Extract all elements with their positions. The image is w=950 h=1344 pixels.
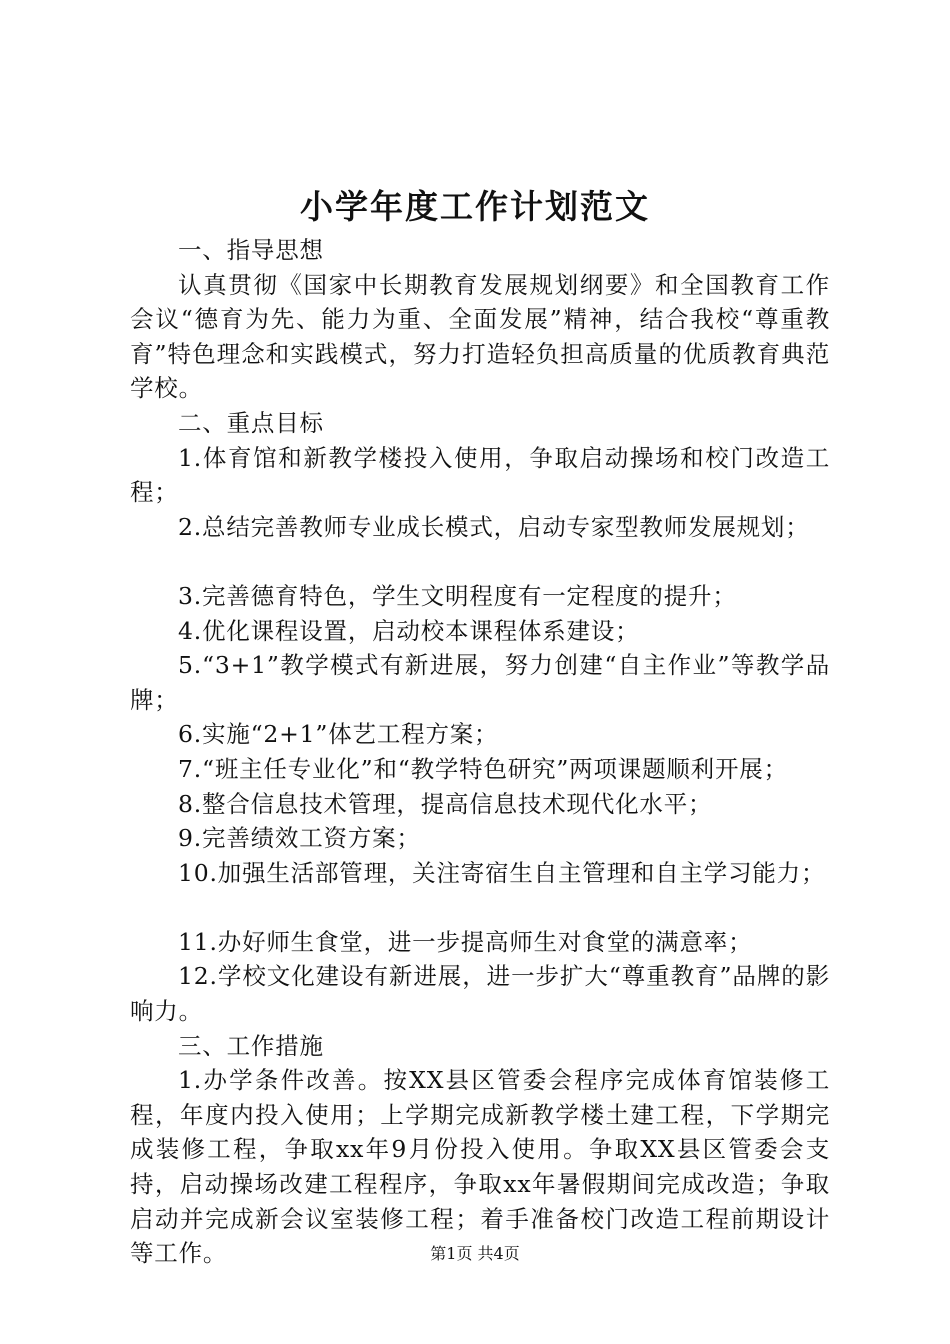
goal-item-11: 11.办好师生食堂，进一步提高师生对食堂的满意率； bbox=[178, 927, 753, 956]
goal-item-5: 5.“3+1”教学模式有新进展，努力创建“自主作业”等教学品牌； bbox=[130, 651, 830, 714]
page-number-footer: 第1页 共4页 bbox=[430, 1244, 520, 1263]
section-heading-3: 三、工作措施 bbox=[178, 1031, 324, 1060]
goal-item-9: 9.完善绩效工资方案； bbox=[178, 824, 421, 853]
blank-line bbox=[130, 890, 830, 925]
blank-line bbox=[130, 544, 830, 579]
goal-item-3: 3.完善德育特色，学生文明程度有一定程度的提升； bbox=[178, 581, 737, 610]
goal-item-4: 4.优化课程设置，启动校本课程体系建设； bbox=[178, 616, 640, 645]
paragraph-guiding-thought: 认真贯彻《国家中长期教育发展规划纲要》和全国教育工作会议“德育为先、能力为重、全面发展”精神，结合我校“尊重教育”特色理念和实践模式，努力打造轻负担高质量的优质教育典范学校。 bbox=[130, 270, 830, 403]
goal-item-8: 8.整合信息技术管理，提高信息技术现代化水平； bbox=[178, 789, 713, 818]
goal-item-1: 1.体育馆和新教学楼投入使用，争取启动操场和校门改造工程； bbox=[130, 443, 830, 507]
section-heading-1: 一、指导思想 bbox=[178, 236, 324, 264]
document-title: 小学年度工作计划范文 bbox=[300, 187, 650, 226]
section-heading-2: 二、重点目标 bbox=[178, 408, 324, 437]
goal-item-6: 6.实施“2+1”体艺工程方案； bbox=[178, 720, 499, 749]
goal-item-12: 12.学校文化建设有新进展，进一步扩大“尊重教育”品牌的影响力。 bbox=[130, 962, 830, 1026]
document-body bbox=[130, 233, 830, 1271]
goal-item-10: 10.加强生活部管理，关注寄宿生自主管理和自主学习能力； bbox=[178, 858, 826, 887]
goal-item-2: 2.总结完善教师专业成长模式，启动专家型教师发展规划； bbox=[178, 512, 810, 541]
goal-item-7: 7.“班主任专业化”和“教学特色研究”两项课题顺利开展； bbox=[178, 754, 788, 783]
measure-item-1: 1.办学条件改善。按XX县区管委会程序完成体育馆装修工程，年度内投入使用；上学期完成新教学楼土建工程，下学期完成装修工程，争取xx年9月份投入使用。争取XX县区管委会支持，启动操场改建工程程序，争取xx年暑假期间完成改造；争取启动并完成新会议室装修工程；着手准备校门改造工程前期设计等工作。 bbox=[130, 1066, 830, 1268]
